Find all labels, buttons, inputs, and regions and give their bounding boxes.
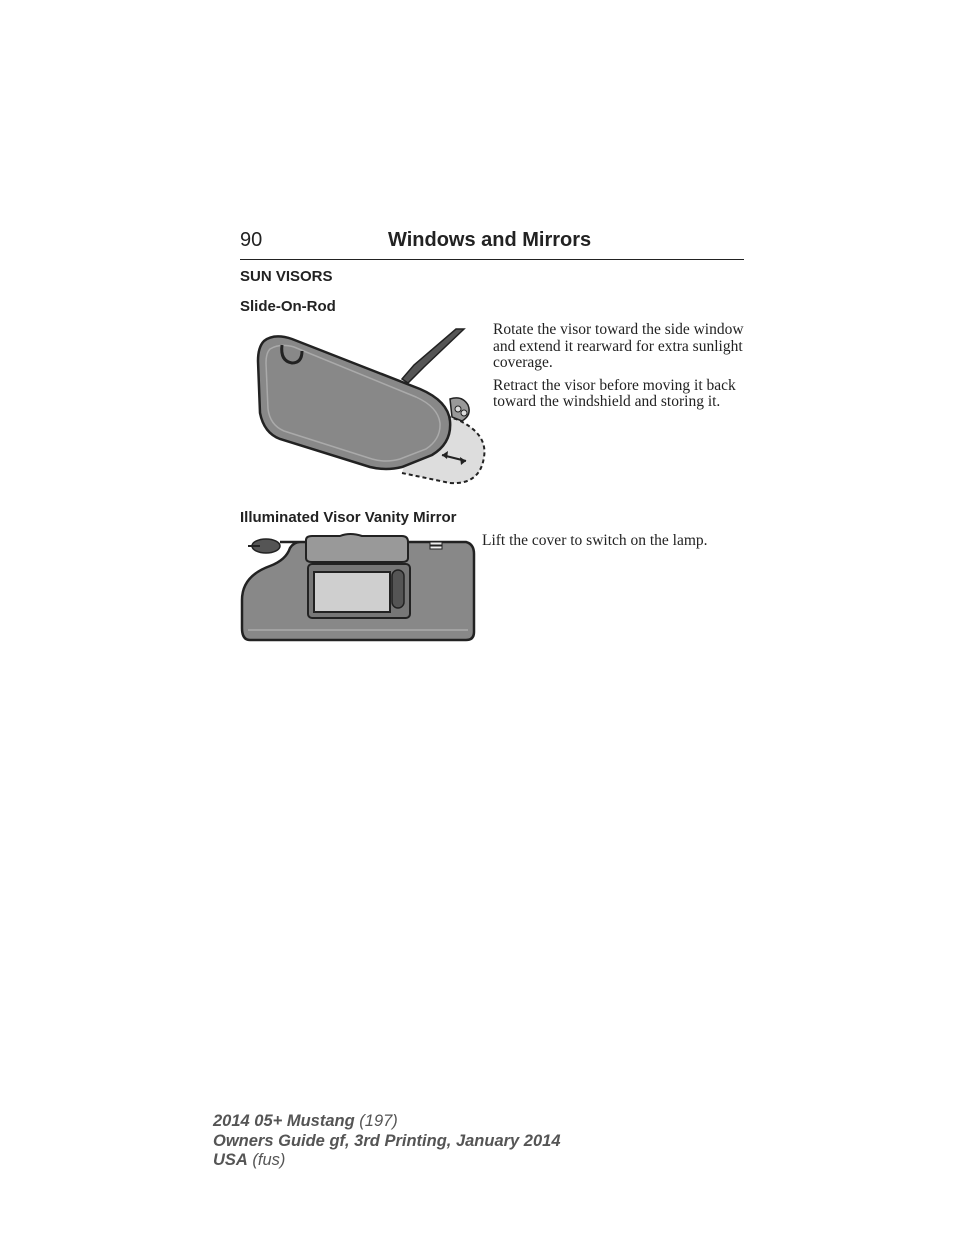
slide-on-rod-paragraph-1: Rotate the visor toward the side window and extend it rearward for extra sunlight coverage. xyxy=(493,321,744,371)
visor-slide-on-rod-illustration xyxy=(252,327,488,487)
slide-on-rod-paragraph-2: Retract the visor before moving it back toward the windshield and storing it. xyxy=(493,376,736,410)
section-heading-sun-visors: SUN VISORS xyxy=(240,268,333,285)
footer-line-1: 2014 05+ Mustang (197) xyxy=(213,1112,398,1130)
vanity-mirror-paragraph-1: Lift the cover to switch on the lamp. xyxy=(482,532,708,549)
chapter-title: Windows and Mirrors xyxy=(388,229,592,251)
slide-on-rod-instructions xyxy=(493,322,745,411)
page-footer xyxy=(213,1112,561,1171)
subheading-slide-on-rod: Slide-On-Rod xyxy=(240,298,336,315)
vanity-mirror-illustration xyxy=(240,532,476,642)
vanity-mirror-instructions xyxy=(482,533,744,550)
subheading-illuminated-visor-vanity-mirror: Illuminated Visor Vanity Mirror xyxy=(240,509,457,526)
page-number: 90 xyxy=(240,229,263,251)
footer-line-2: Owners Guide gf, 3rd Printing, January 2014 xyxy=(213,1131,561,1150)
page-header xyxy=(240,229,744,260)
footer-line-3: USA (fus) xyxy=(213,1151,286,1169)
